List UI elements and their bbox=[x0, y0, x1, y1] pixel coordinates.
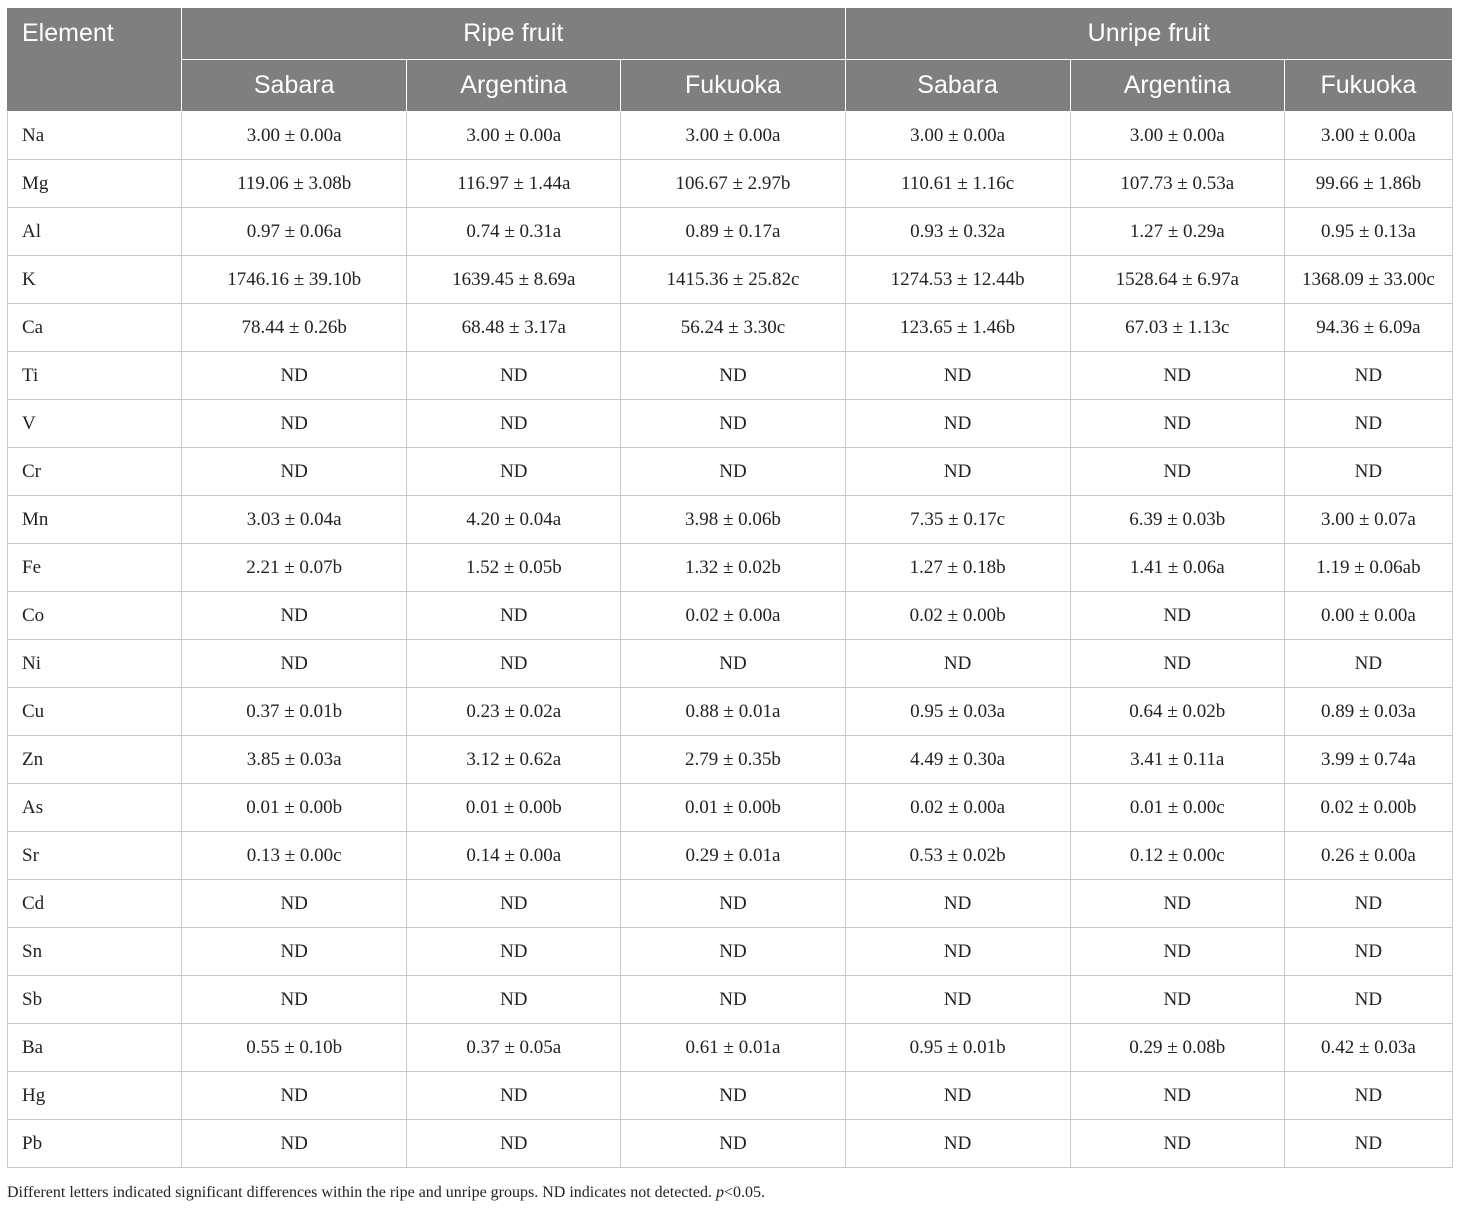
element-cell: Ni bbox=[8, 640, 182, 688]
table-row bbox=[8, 544, 1453, 592]
value-cell: ND bbox=[1284, 1120, 1452, 1168]
value-cell: 6.39 ± 0.03b bbox=[1070, 496, 1284, 544]
table-footnote bbox=[7, 1184, 765, 1202]
value-cell: ND bbox=[182, 1120, 407, 1168]
value-cell: ND bbox=[182, 640, 407, 688]
value-cell: 0.53 ± 0.02b bbox=[845, 832, 1070, 880]
value-cell: ND bbox=[621, 1120, 845, 1168]
value-cell: ND bbox=[621, 400, 845, 448]
value-cell: 3.99 ± 0.74a bbox=[1284, 736, 1452, 784]
value-cell: 94.36 ± 6.09a bbox=[1284, 304, 1452, 352]
value-cell: 0.01 ± 0.00b bbox=[407, 784, 621, 832]
value-cell: ND bbox=[621, 352, 845, 400]
value-cell: 1415.36 ± 25.82c bbox=[621, 256, 845, 304]
value-cell: ND bbox=[407, 448, 621, 496]
value-cell: 0.26 ± 0.00a bbox=[1284, 832, 1452, 880]
element-cell: Sb bbox=[8, 976, 182, 1024]
table-row bbox=[8, 736, 1453, 784]
value-cell: 1368.09 ± 33.00c bbox=[1284, 256, 1452, 304]
value-cell: 1274.53 ± 12.44b bbox=[845, 256, 1070, 304]
value-cell: ND bbox=[407, 400, 621, 448]
table-body bbox=[8, 112, 1453, 1168]
value-cell: 0.02 ± 0.00a bbox=[845, 784, 1070, 832]
value-cell: ND bbox=[621, 640, 845, 688]
value-cell: 0.29 ± 0.01a bbox=[621, 832, 845, 880]
value-cell: 68.48 ± 3.17a bbox=[407, 304, 621, 352]
value-cell: 3.03 ± 0.04a bbox=[182, 496, 407, 544]
table-row bbox=[8, 160, 1453, 208]
value-cell: 1.41 ± 0.06a bbox=[1070, 544, 1284, 592]
table-row bbox=[8, 1120, 1453, 1168]
value-cell: ND bbox=[1070, 592, 1284, 640]
header-element: Element bbox=[8, 8, 182, 112]
value-cell: 0.97 ± 0.06a bbox=[182, 208, 407, 256]
value-cell: 116.97 ± 1.44a bbox=[407, 160, 621, 208]
value-cell: 0.55 ± 0.10b bbox=[182, 1024, 407, 1072]
value-cell: ND bbox=[1070, 976, 1284, 1024]
value-cell: 1.52 ± 0.05b bbox=[407, 544, 621, 592]
value-cell: 0.14 ± 0.00a bbox=[407, 832, 621, 880]
table-row bbox=[8, 448, 1453, 496]
value-cell: 119.06 ± 3.08b bbox=[182, 160, 407, 208]
value-cell: 1528.64 ± 6.97a bbox=[1070, 256, 1284, 304]
value-cell: 107.73 ± 0.53a bbox=[1070, 160, 1284, 208]
value-cell: ND bbox=[621, 928, 845, 976]
table-row bbox=[8, 640, 1453, 688]
value-cell: ND bbox=[845, 1120, 1070, 1168]
value-cell: 2.21 ± 0.07b bbox=[182, 544, 407, 592]
header-group-unripe: Unripe fruit bbox=[845, 8, 1452, 60]
value-cell: 0.13 ± 0.00c bbox=[182, 832, 407, 880]
value-cell: 56.24 ± 3.30c bbox=[621, 304, 845, 352]
table-row bbox=[8, 592, 1453, 640]
value-cell: 3.12 ± 0.62a bbox=[407, 736, 621, 784]
header-group-ripe: Ripe fruit bbox=[182, 8, 845, 60]
value-cell: ND bbox=[845, 1072, 1070, 1120]
value-cell: ND bbox=[182, 592, 407, 640]
value-cell: 3.00 ± 0.00a bbox=[621, 112, 845, 160]
value-cell: 0.29 ± 0.08b bbox=[1070, 1024, 1284, 1072]
value-cell: ND bbox=[1070, 640, 1284, 688]
table-row bbox=[8, 400, 1453, 448]
value-cell: 3.00 ± 0.00a bbox=[407, 112, 621, 160]
value-cell: 0.61 ± 0.01a bbox=[621, 1024, 845, 1072]
element-table bbox=[7, 7, 1453, 1168]
value-cell: ND bbox=[621, 448, 845, 496]
value-cell: ND bbox=[621, 1072, 845, 1120]
value-cell: ND bbox=[1284, 976, 1452, 1024]
table-row bbox=[8, 832, 1453, 880]
value-cell: 1639.45 ± 8.69a bbox=[407, 256, 621, 304]
element-cell: Fe bbox=[8, 544, 182, 592]
value-cell: ND bbox=[1284, 1072, 1452, 1120]
value-cell: 0.02 ± 0.00b bbox=[1284, 784, 1452, 832]
table-row bbox=[8, 784, 1453, 832]
value-cell: 3.00 ± 0.07a bbox=[1284, 496, 1452, 544]
table-row bbox=[8, 304, 1453, 352]
value-cell: ND bbox=[1284, 928, 1452, 976]
footnote-p-symbol: p bbox=[715, 1184, 724, 1201]
header-unripe-sabara: Sabara bbox=[845, 60, 1070, 112]
header-ripe-argentina: Argentina bbox=[407, 60, 621, 112]
value-cell: 0.37 ± 0.05a bbox=[407, 1024, 621, 1072]
value-cell: 3.98 ± 0.06b bbox=[621, 496, 845, 544]
table-row bbox=[8, 352, 1453, 400]
table-row bbox=[8, 1072, 1453, 1120]
value-cell: ND bbox=[1284, 880, 1452, 928]
value-cell: 110.61 ± 1.16c bbox=[845, 160, 1070, 208]
value-cell: 0.01 ± 0.00b bbox=[182, 784, 407, 832]
element-cell: Sn bbox=[8, 928, 182, 976]
value-cell: 0.95 ± 0.13a bbox=[1284, 208, 1452, 256]
value-cell: 123.65 ± 1.46b bbox=[845, 304, 1070, 352]
value-cell: ND bbox=[845, 352, 1070, 400]
value-cell: ND bbox=[1284, 448, 1452, 496]
value-cell: ND bbox=[1070, 880, 1284, 928]
value-cell: 0.88 ± 0.01a bbox=[621, 688, 845, 736]
value-cell: ND bbox=[845, 880, 1070, 928]
value-cell: 99.66 ± 1.86b bbox=[1284, 160, 1452, 208]
element-cell: K bbox=[8, 256, 182, 304]
element-cell: Zn bbox=[8, 736, 182, 784]
element-cell: Ba bbox=[8, 1024, 182, 1072]
value-cell: 0.12 ± 0.00c bbox=[1070, 832, 1284, 880]
value-cell: 3.00 ± 0.00a bbox=[182, 112, 407, 160]
value-cell: ND bbox=[1070, 400, 1284, 448]
table-row bbox=[8, 976, 1453, 1024]
value-cell: 3.00 ± 0.00a bbox=[845, 112, 1070, 160]
value-cell: 0.93 ± 0.32a bbox=[845, 208, 1070, 256]
value-cell: 1.32 ± 0.02b bbox=[621, 544, 845, 592]
value-cell: ND bbox=[1070, 928, 1284, 976]
value-cell: ND bbox=[407, 880, 621, 928]
value-cell: ND bbox=[182, 928, 407, 976]
header-unripe-argentina: Argentina bbox=[1070, 60, 1284, 112]
value-cell: 7.35 ± 0.17c bbox=[845, 496, 1070, 544]
value-cell: 1746.16 ± 39.10b bbox=[182, 256, 407, 304]
table-header bbox=[8, 8, 1453, 112]
value-cell: 0.89 ± 0.17a bbox=[621, 208, 845, 256]
value-cell: ND bbox=[407, 592, 621, 640]
value-cell: ND bbox=[182, 448, 407, 496]
element-cell: Ti bbox=[8, 352, 182, 400]
value-cell: 0.89 ± 0.03a bbox=[1284, 688, 1452, 736]
value-cell: ND bbox=[407, 928, 621, 976]
value-cell: ND bbox=[1284, 640, 1452, 688]
value-cell: 0.02 ± 0.00b bbox=[845, 592, 1070, 640]
value-cell: 3.85 ± 0.03a bbox=[182, 736, 407, 784]
value-cell: 1.27 ± 0.18b bbox=[845, 544, 1070, 592]
table-row bbox=[8, 880, 1453, 928]
value-cell: ND bbox=[407, 1120, 621, 1168]
value-cell: ND bbox=[182, 1072, 407, 1120]
value-cell: 4.49 ± 0.30a bbox=[845, 736, 1070, 784]
table-row bbox=[8, 112, 1453, 160]
value-cell: ND bbox=[845, 448, 1070, 496]
value-cell: ND bbox=[182, 880, 407, 928]
value-cell: ND bbox=[1284, 352, 1452, 400]
value-cell: 1.19 ± 0.06ab bbox=[1284, 544, 1452, 592]
value-cell: 0.74 ± 0.31a bbox=[407, 208, 621, 256]
element-cell: Cr bbox=[8, 448, 182, 496]
value-cell: 4.20 ± 0.04a bbox=[407, 496, 621, 544]
value-cell: ND bbox=[407, 1072, 621, 1120]
table-row bbox=[8, 1024, 1453, 1072]
value-cell: 0.42 ± 0.03a bbox=[1284, 1024, 1452, 1072]
value-cell: 78.44 ± 0.26b bbox=[182, 304, 407, 352]
header-ripe-fukuoka: Fukuoka bbox=[621, 60, 845, 112]
table-row bbox=[8, 496, 1453, 544]
element-cell: Cd bbox=[8, 880, 182, 928]
value-cell: ND bbox=[407, 640, 621, 688]
value-cell: 0.23 ± 0.02a bbox=[407, 688, 621, 736]
element-cell: Sr bbox=[8, 832, 182, 880]
element-cell: Hg bbox=[8, 1072, 182, 1120]
value-cell: ND bbox=[407, 976, 621, 1024]
value-cell: ND bbox=[621, 880, 845, 928]
value-cell: ND bbox=[845, 400, 1070, 448]
header-unripe-fukuoka: Fukuoka bbox=[1284, 60, 1452, 112]
value-cell: 0.95 ± 0.03a bbox=[845, 688, 1070, 736]
element-cell: Cu bbox=[8, 688, 182, 736]
value-cell: ND bbox=[182, 400, 407, 448]
value-cell: 0.37 ± 0.01b bbox=[182, 688, 407, 736]
value-cell: 0.01 ± 0.00c bbox=[1070, 784, 1284, 832]
element-cell: V bbox=[8, 400, 182, 448]
value-cell: 106.67 ± 2.97b bbox=[621, 160, 845, 208]
value-cell: ND bbox=[621, 976, 845, 1024]
element-cell: Na bbox=[8, 112, 182, 160]
value-cell: ND bbox=[845, 928, 1070, 976]
value-cell: ND bbox=[182, 976, 407, 1024]
value-cell: ND bbox=[1070, 1072, 1284, 1120]
header-ripe-sabara: Sabara bbox=[182, 60, 407, 112]
value-cell: 0.95 ± 0.01b bbox=[845, 1024, 1070, 1072]
value-cell: ND bbox=[407, 352, 621, 400]
footnote-text: Different letters indicated significant differences within the ripe and unripe groups. ND indicates not detected. bbox=[7, 1184, 716, 1201]
value-cell: ND bbox=[182, 352, 407, 400]
value-cell: 0.64 ± 0.02b bbox=[1070, 688, 1284, 736]
value-cell: 3.00 ± 0.00a bbox=[1284, 112, 1452, 160]
value-cell: 0.02 ± 0.00a bbox=[621, 592, 845, 640]
value-cell: 67.03 ± 1.13c bbox=[1070, 304, 1284, 352]
value-cell: 1.27 ± 0.29a bbox=[1070, 208, 1284, 256]
footnote-p-value: <0.05. bbox=[723, 1184, 765, 1201]
element-cell: Pb bbox=[8, 1120, 182, 1168]
value-cell: 2.79 ± 0.35b bbox=[621, 736, 845, 784]
element-cell: Ca bbox=[8, 304, 182, 352]
value-cell: 0.01 ± 0.00b bbox=[621, 784, 845, 832]
value-cell: 3.41 ± 0.11a bbox=[1070, 736, 1284, 784]
element-cell: As bbox=[8, 784, 182, 832]
element-cell: Mg bbox=[8, 160, 182, 208]
value-cell: ND bbox=[1070, 448, 1284, 496]
table-row bbox=[8, 256, 1453, 304]
value-cell: ND bbox=[1070, 352, 1284, 400]
value-cell: ND bbox=[845, 640, 1070, 688]
table-row bbox=[8, 688, 1453, 736]
value-cell: ND bbox=[845, 976, 1070, 1024]
element-cell: Mn bbox=[8, 496, 182, 544]
table-row bbox=[8, 928, 1453, 976]
value-cell: ND bbox=[1070, 1120, 1284, 1168]
table-row bbox=[8, 208, 1453, 256]
element-cell: Co bbox=[8, 592, 182, 640]
element-cell: Al bbox=[8, 208, 182, 256]
value-cell: 0.00 ± 0.00a bbox=[1284, 592, 1452, 640]
value-cell: ND bbox=[1284, 400, 1452, 448]
value-cell: 3.00 ± 0.00a bbox=[1070, 112, 1284, 160]
